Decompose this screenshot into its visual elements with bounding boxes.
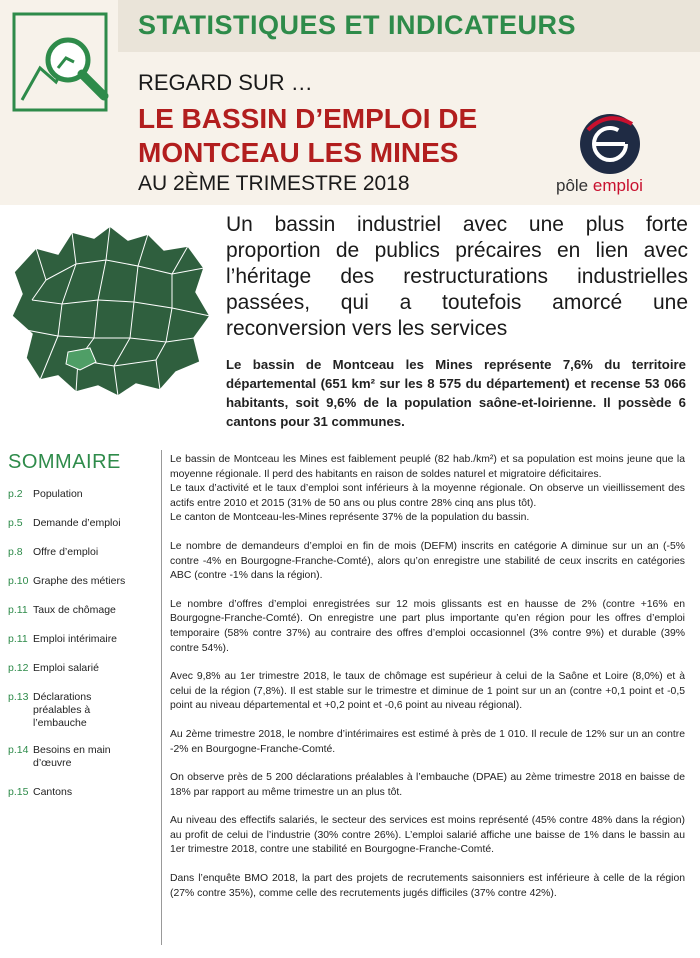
toc-item-interimaire[interactable] <box>8 633 158 646</box>
paragraph-population-3: Le canton de Montceau-les-Mines représente 37% de la population du bassin. <box>170 512 530 524</box>
paragraph-salaries: Au niveau des effectifs salariés, le secteur des services est moins représenté (45% contre 48% dans la région) au profit de celui de l’industrie (30% contre 26%). L’emploi salarié affiche une baisse de 1% dans le bassin au 1er trimestre 2018, contre une stabilité en Bourgogne-Franche-Comté. <box>170 815 685 856</box>
toc-label: Déclarations préalables à l’embauche <box>33 691 92 729</box>
toc-item-chomage[interactable] <box>8 604 158 617</box>
toc-page: p.2 <box>8 488 23 500</box>
brand-word-pole: pôle <box>556 176 589 195</box>
toc-page: p.14 <box>8 744 29 756</box>
paragraph-demande: Le nombre de demandeurs d’emploi en fin de mois (DEFM) inscrits en catégorie A diminue sur un an (-5% contre -4% en Bourgogne-Franche-Comté), alors qu’on enregistre une stabilité de ceux inscrits en catégories ABC (contre -1% dans la région). <box>170 540 685 582</box>
toc-page: p.15 <box>8 786 29 798</box>
toc-label: Cantons <box>33 786 73 798</box>
toc-label: Graphe des métiers <box>33 575 126 587</box>
lead-summary: Un bassin industriel avec une plus forte proportion de publics précaires en lien avec l’héritage des restructurations industrielles passées, qui a toutefois amorcé une reconversion vers les services <box>226 213 688 340</box>
table-of-contents <box>8 488 158 799</box>
paragraph-interim: Au 2ème trimestre 2018, le nombre d’intérimaires est estimé à près de 1 010. Il recule de 12% sur un an contre -2% en Bourgogne-Franche-Comté. <box>170 728 685 755</box>
bassin-title-line2: MONTCEAU LES MINES <box>138 137 459 168</box>
toc-item-graphe[interactable] <box>8 575 158 588</box>
regard-label: REGARD SUR … <box>138 70 313 95</box>
toc-item-demande[interactable] <box>8 517 158 530</box>
page-title: STATISTIQUES ET INDICATEURS <box>138 10 577 40</box>
header-banner <box>0 0 700 205</box>
toc-page: p.11 <box>8 604 28 616</box>
toc-page: p.13 <box>8 691 29 703</box>
toc-label: Offre d’emploi <box>33 546 99 558</box>
region-map-icon <box>6 220 218 398</box>
paragraph-dpae: On observe près de 5 200 déclarations préalables à l’embauche (DPAE) au 2ème trimestre 2018 en baisse de 18% par rapport au même trimestre un an plus tôt. <box>170 772 685 798</box>
toc-item-population[interactable] <box>8 488 158 501</box>
brand-word-emploi: emploi <box>592 176 643 195</box>
toc-page: p.8 <box>8 546 23 558</box>
paragraph-bmo: Dans l’enquête BMO 2018, la part des projets de recrutements saisonniers est inférieure à celle de la région (27% contre 35%), comme celle des recrutements jugés difficiles (37% contre 42%). <box>170 873 685 899</box>
body-text <box>170 453 685 901</box>
toc-label: Emploi intérimaire <box>33 633 118 645</box>
toc-item-dpae[interactable] <box>8 691 118 730</box>
paragraph-chomage: Avec 9,8% au 1er trimestre 2018, le taux de chômage est supérieur à celui de la Saône et Loire (8,0%) et à celui de la région (7,8%). Il est stable sur le trimestre et diminue de 1 point sur un an (contre +0,1 point et -0,5 point au niveau départemental et +0,2 point et -0,6 point au niveau régional). <box>170 671 685 712</box>
toc-item-salarie[interactable] <box>8 662 158 675</box>
column-divider <box>161 450 162 945</box>
toc-item-cantons[interactable] <box>8 786 158 799</box>
toc-page: p.5 <box>8 517 23 529</box>
toc-item-offre[interactable] <box>8 546 158 559</box>
paragraph-population-2: Le taux d’activité et le taux d’emploi sont inférieurs à la moyenne régionale. On observe un vieillissement des actifs entre 2010 et 2015 (31% de 50 ans ou plus contre 28% cinq ans plus tôt). <box>170 483 685 509</box>
paragraph-offre: Le nombre d’offres d’emploi enregistrées sur 12 mois glissants est en hausse de 2% (contre +16% en Bourgogne-Franche-Comté). On enregistre une part plus importante qu’en région pour les offres d’emploi temporaire (58% contre 37%) au contraire des offres d’emploi occasionnel (3% contre 9%) et durable (39% contre 54%). <box>170 598 685 654</box>
paragraph-population-1: Le bassin de Montceau les Mines est faiblement peuplé (82 hab./km²) et sa population est moins jeune que la moyenne régionale. Il perd des habitants en raison de soldes naturel et migratoire déficitaires. <box>170 454 685 480</box>
toc-label: Population <box>33 488 83 500</box>
toc-label: Demande d’emploi <box>33 517 121 529</box>
intro-paragraph: Le bassin de Montceau les Mines représente 7,6% du territoire départemental (651 km² sur les 8 575 du département) et recense 53 066 habitants, soit 9,6% de la population saône-et-loirienne. Il possède 6 cantons pour 31 communes. <box>226 357 686 429</box>
toc-page: p.11 <box>8 633 28 645</box>
toc-label: Taux de chômage <box>33 604 116 616</box>
toc-label: Emploi salarié <box>33 662 99 674</box>
toc-page: p.12 <box>8 662 29 674</box>
toc-page: p.10 <box>8 575 29 587</box>
toc-label: Besoins en main d’œuvre <box>33 744 111 769</box>
sommaire-heading: SOMMAIRE <box>8 451 121 473</box>
trimester-subtitle: AU 2ÈME TRIMESTRE 2018 <box>138 172 410 195</box>
bassin-title-line1: LE BASSIN D’EMPLOI DE <box>138 103 478 134</box>
pole-emploi-wordmark <box>556 176 643 196</box>
magnifier-chart-icon <box>8 8 116 116</box>
toc-item-bmo[interactable] <box>8 744 123 770</box>
